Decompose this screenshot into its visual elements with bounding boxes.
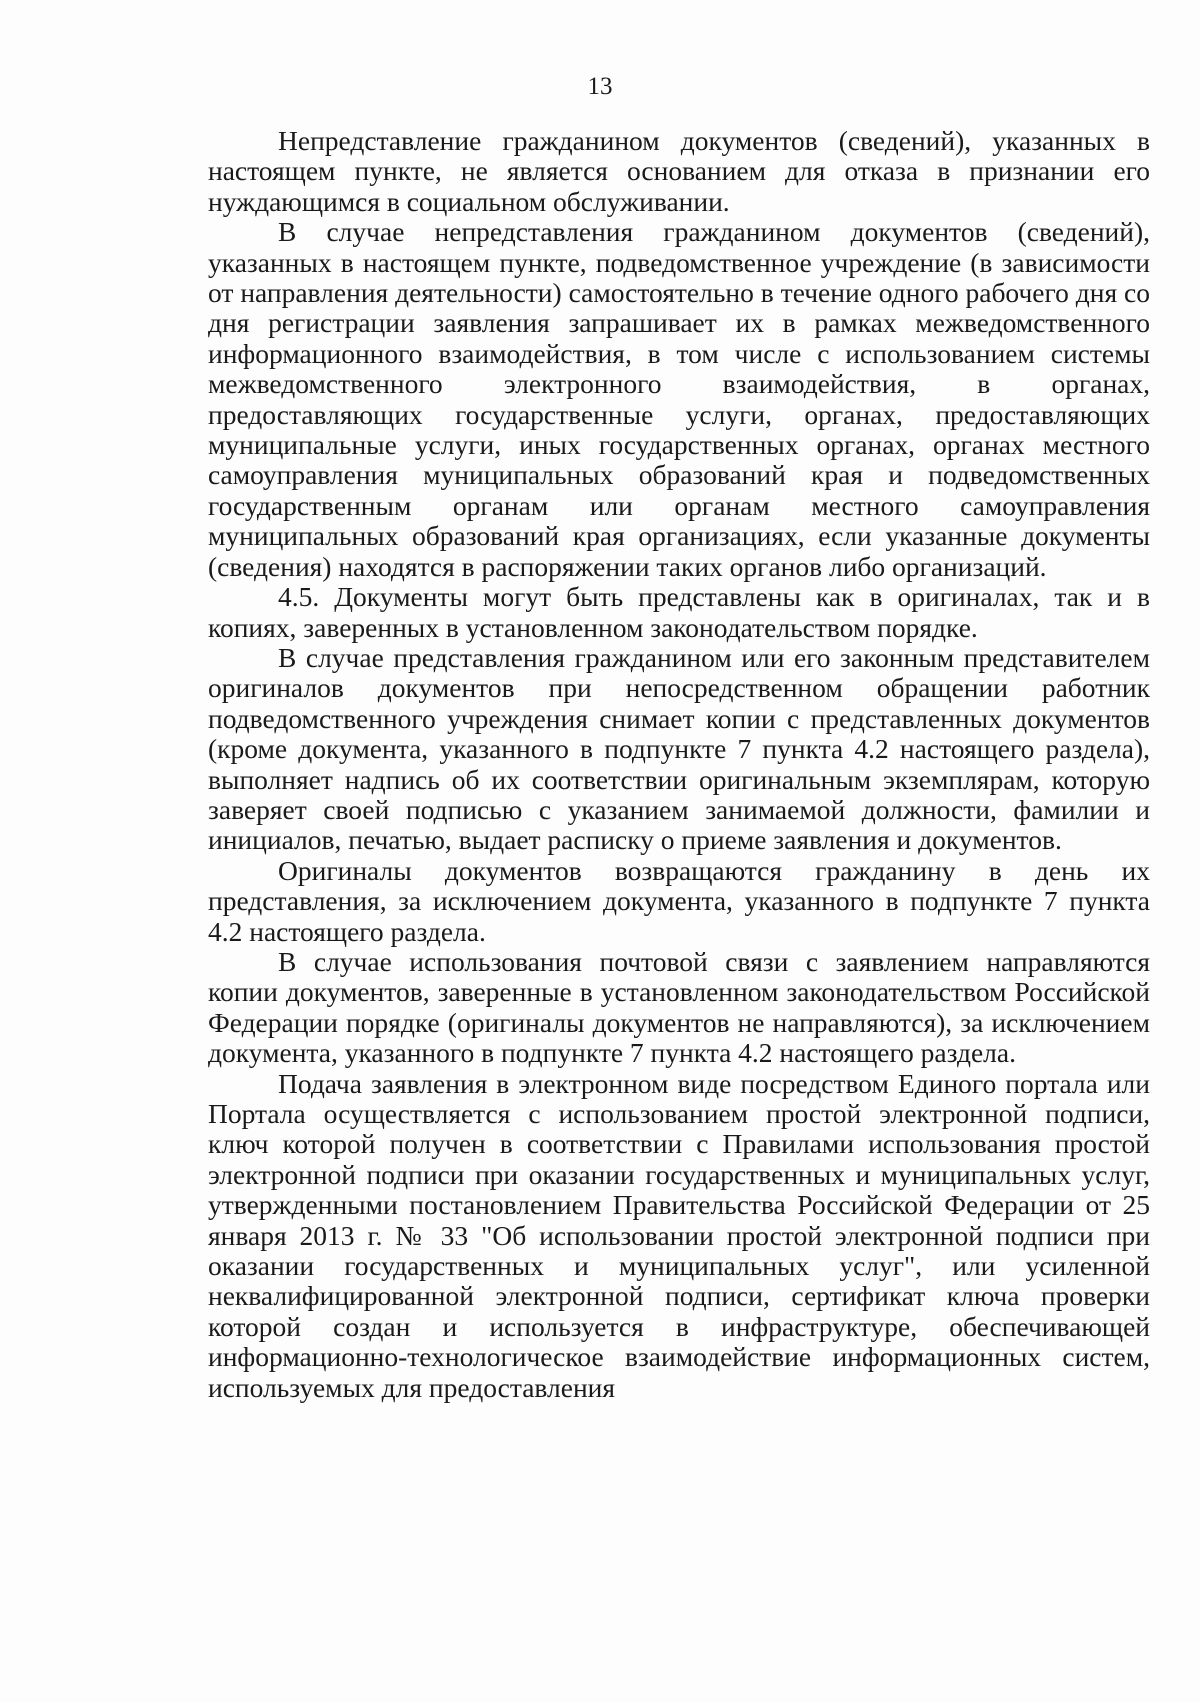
- paragraph: В случае представления гражданином или его законным представителем оригиналов документов при непосредственном обращении работник подведомственного учреждения снимает копии с представленных документов (кроме документа, указанного в подпункте 7 пункта 4.2 настоящего раздела), выполняет надпись об их соответствии оригинальным экземплярам, которую заверяет своей подписью с указанием занимаемой должности, фамилии и инициалов, печатью, выдает расписку о приеме заявления и документов.: [208, 641, 1150, 856]
- paragraph: В случае использования почтовой связи с заявлением направляются копии документов, заверенные в установленном законодательством Российской Федерации порядке (оригиналы документов не направляются), за исключением документа, указанного в подпункте 7 пункта 4.2 настоящего раздела.: [208, 945, 1150, 1069]
- paragraph: 4.5. Документы могут быть представлены как в оригиналах, так и в копиях, заверенных в установленном законодательством порядке.: [208, 581, 1150, 643]
- paragraph: Оригиналы документов возвращаются гражданину в день их представления, за исключением документа, указанного в подпункте 7 пункта 4.2 настоящего раздела.: [208, 854, 1150, 947]
- paragraph: В случае непредставления гражданином документов (сведений), указанных в настоящем пункте, подведомственное учреждение (в зависимости от направления деятельности) самостоятельно в течение одного рабочего дня со дня регистрации заявления запрашивает их в рамках межведомственного информационного взаимодействия, в том числе с использованием системы межведомственного электронного взаимодействия, в органах, предоставляющих государственные услуги, органах, предоставляющих муниципальные услуги, иных государственных органах, органах местного самоуправления муниципальных образований края и подведомственных государственным органам или органам местного самоуправления муниципальных образований края организациях, если указанные документы (сведения) находятся в распоряжении таких органов либо организаций.: [208, 216, 1150, 582]
- paragraph: Подача заявления в электронном виде посредством Единого портала или Портала осуществляется с использованием простой электронной подписи, ключ которой получен в соответствии с Правилами использования простой электронной подписи при оказании государственных и муниципальных услуг, утвержденными постановлением Правительства Российской Федерации от 25 января 2013 г. № 33 "Об использовании простой электронной подписи при оказании государственных и муниципальных услуг", или усиленной неквалифицированной электронной подписи, сертификат ключа проверки которой создан и используется в инфраструктуре, обеспечивающей информационно-технологическое взаимодействие информационных систем, используемых для предоставления: [208, 1067, 1150, 1403]
- page-number: 13: [587, 73, 613, 100]
- paragraph: Непредставление гражданином документов (сведений), указанных в настоящем пункте, не является основанием для отказа в признании его нуждающимся в социальном обслуживании.: [208, 125, 1150, 217]
- document-body: [208, 126, 1150, 1403]
